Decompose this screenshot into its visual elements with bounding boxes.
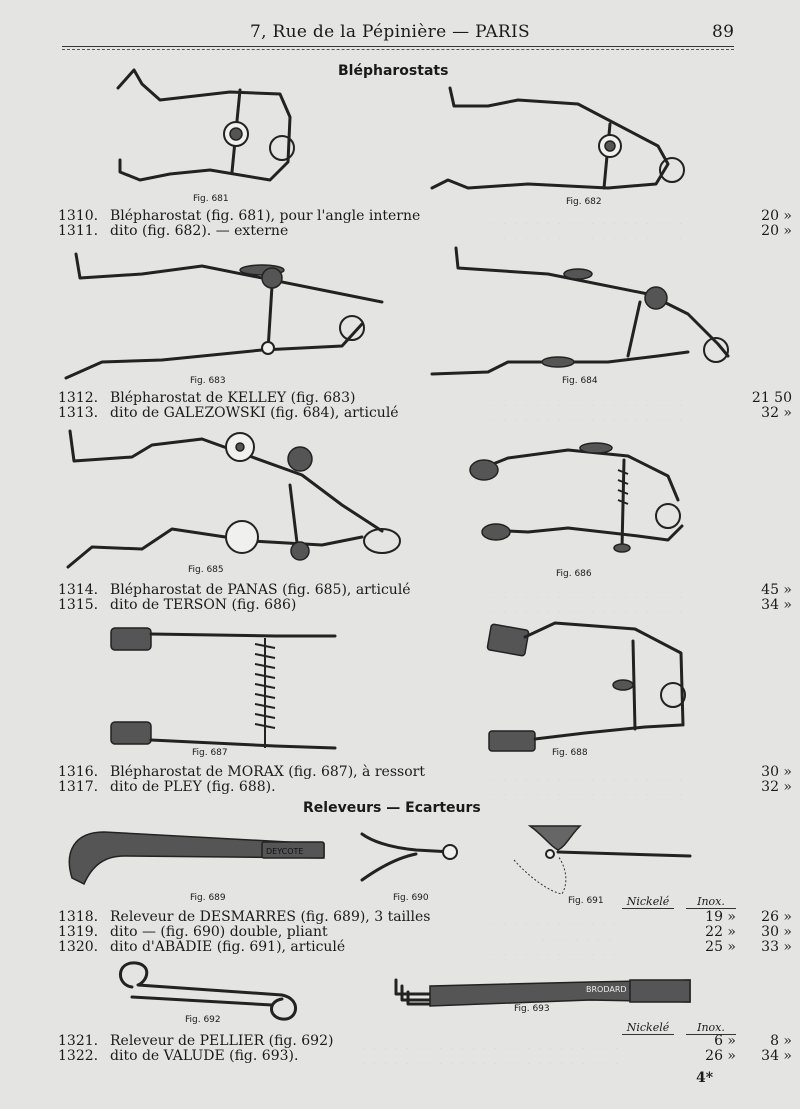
figure-693-caption: Fig. 693 [514,1004,550,1014]
item-price: 32 » [761,779,792,795]
figure-691-illustration [510,820,690,900]
figure-681-illustration [110,62,310,192]
item-description: dito — (fig. 690) double, pliant [110,924,328,940]
item-number: 1320. [58,939,99,955]
item-price: 34 » [761,597,792,613]
item-number: 1313. [58,405,99,421]
figure-690-illustration [356,826,466,886]
catalog-row-1316 [58,764,792,780]
item-number: 1311. [58,223,99,239]
section-title-blepharostats: Blépharostats [338,63,449,79]
catalog-row-1321 [58,1033,792,1049]
item-description: dito de VALUDE (fig. 693). [110,1048,299,1064]
leader-dots [488,779,688,795]
item-price-nickele: 6 » [714,1033,736,1049]
figure-683-illustration [62,250,372,380]
leader-dots [538,924,618,940]
item-price-inox: 33 » [761,939,792,955]
figure-689-maker-mark: DEYCOTE [266,847,304,856]
leader-dots [488,405,688,421]
figure-686-illustration [468,440,698,570]
figure-683-caption: Fig. 683 [190,376,226,386]
item-description: dito d'ABADIE (fig. 691), articulé [110,939,346,955]
catalog-row-1312 [58,390,792,406]
item-description: dito de PLEY (fig. 688). [110,779,276,795]
catalog-row-1313 [58,405,792,421]
item-number: 1310. [58,208,99,224]
figure-685-caption: Fig. 685 [188,565,224,575]
header-rule [62,46,734,47]
column-header-inox-2: Inox. [686,1021,736,1035]
figure-682-caption: Fig. 682 [566,197,602,207]
item-price: 20 » [761,208,792,224]
figure-682-illustration [428,84,688,204]
figure-691-caption: Fig. 691 [568,896,604,906]
leader-dots [358,1033,618,1049]
figure-689-illustration [64,822,334,892]
figure-685-illustration [62,425,402,575]
item-description: Blépharostat de KELLEY (fig. 683) [110,390,356,406]
figure-692-caption: Fig. 692 [185,1015,221,1025]
figure-687-caption: Fig. 687 [192,748,228,758]
item-price-inox: 26 » [761,909,792,925]
item-number: 1314. [58,582,99,598]
figure-684-caption: Fig. 684 [562,376,598,386]
leader-dots [488,208,688,224]
item-description: Releveur de PELLIER (fig. 692) [110,1033,334,1049]
leader-dots [488,939,618,955]
column-header-nickele: Nickelé [622,895,674,909]
figure-688-caption: Fig. 688 [552,748,588,758]
item-number: 1318. [58,909,99,925]
figure-689-caption: Fig. 689 [190,893,226,903]
item-description: dito de GALEZOWSKI (fig. 684), articulé [110,405,399,421]
leader-dots [488,909,618,925]
item-price: 20 » [761,223,792,239]
item-price: 32 » [761,405,792,421]
column-header-inox: Inox. [686,895,736,909]
item-description: dito (fig. 682). — externe [110,223,289,239]
page-number: 89 [712,22,735,42]
signature-mark: 4* [696,1070,714,1086]
catalog-row-1317 [58,779,792,795]
catalog-row-1311 [58,223,792,239]
catalog-row-1319 [58,924,792,940]
item-number: 1312. [58,390,99,406]
catalog-row-1320 [58,939,792,955]
section-title-releveurs: Releveurs — Ecarteurs [303,800,481,816]
item-description: Blépharostat de MORAX (fig. 687), à ressort [110,764,425,780]
item-price-inox: 8 » [770,1033,792,1049]
leader-dots [488,597,688,613]
figure-690-caption: Fig. 690 [393,893,429,903]
item-description: Releveur de DESMARRES (fig. 689), 3 tailles [110,909,431,925]
catalog-row-1314 [58,582,792,598]
figure-688-illustration [485,615,695,765]
item-price-nickele: 19 » [705,909,736,925]
item-description: Blépharostat (fig. 681), pour l'angle interne [110,208,421,224]
catalog-row-1315 [58,597,792,613]
header-rule-dashed [62,49,734,50]
page-header-address: 7, Rue de la Pépinière — PARIS [250,22,530,42]
figure-684-illustration [428,244,738,384]
leader-dots [488,223,688,239]
figure-687-illustration [105,622,345,762]
leader-dots [488,764,688,780]
item-number: 1316. [58,764,99,780]
item-price: 21 50 [751,390,792,406]
item-number: 1322. [58,1048,99,1064]
item-price-nickele: 26 » [705,1048,736,1064]
item-price-inox: 34 » [761,1048,792,1064]
figure-693-maker-mark: BRODARD [586,985,627,994]
item-price: 45 » [761,582,792,598]
item-price-inox: 30 » [761,924,792,940]
column-header-nickele-2: Nickelé [622,1021,674,1035]
item-price: 30 » [761,764,792,780]
item-price-nickele: 22 » [705,924,736,940]
item-description: Blépharostat de PANAS (fig. 685), articulé [110,582,411,598]
item-description: dito de TERSON (fig. 686) [110,597,297,613]
leader-dots [488,582,688,598]
catalog-row-1310 [58,208,792,224]
leader-dots [358,1048,618,1064]
figure-681-caption: Fig. 681 [193,194,229,204]
item-number: 1315. [58,597,99,613]
item-price-nickele: 25 » [705,939,736,955]
catalog-row-1322 [58,1048,792,1064]
catalog-row-1318 [58,909,792,925]
leader-dots [488,390,688,406]
item-number: 1319. [58,924,99,940]
figure-686-caption: Fig. 686 [556,569,592,579]
item-number: 1321. [58,1033,99,1049]
item-number: 1317. [58,779,99,795]
